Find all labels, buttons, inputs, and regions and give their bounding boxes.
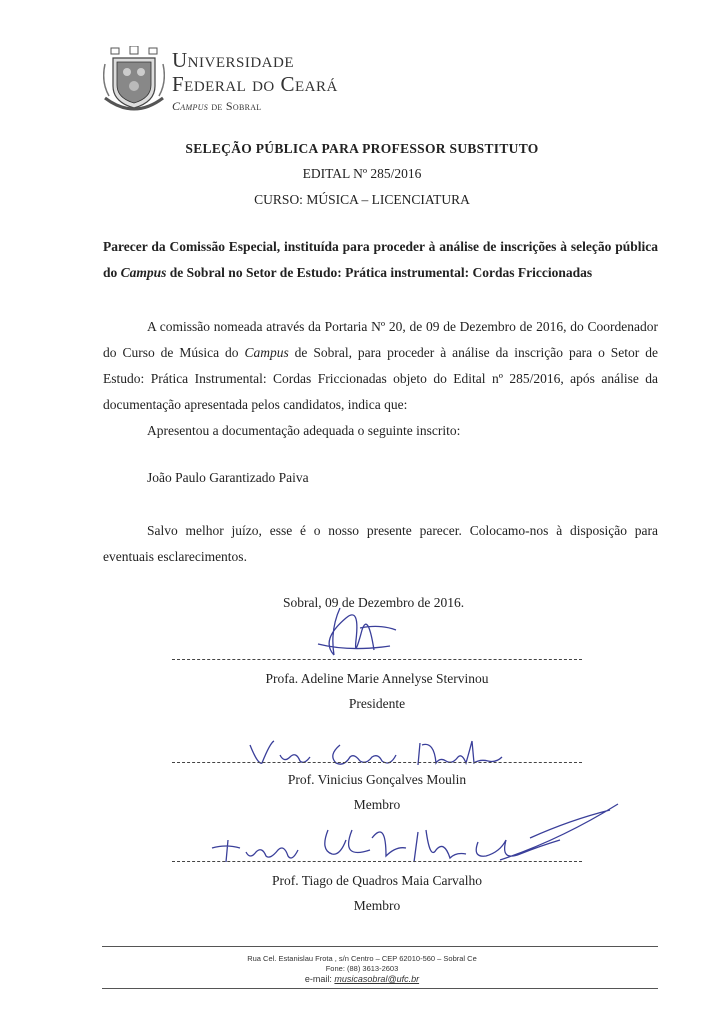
campus-name (172, 100, 338, 112)
para1-text-b: de Sobral, para proceder à análise da inscrição para o Setor de Estudo: Prática Instrumental: Cordas Friccionadas objeto do Edital nº 285/2016, após análise da documentação apresentada pelos candidatos, indica que: (103, 345, 658, 412)
body-paragraph-2 (103, 418, 658, 444)
footer-phone: Fone: (88) 3613-2603 (325, 964, 399, 973)
edital-number: EDITAL Nº 285/2016 (302, 166, 422, 181)
signatory-1-role: Presidente (348, 696, 406, 711)
opinion-heading (103, 234, 658, 286)
university-name-block (172, 50, 338, 112)
university-seal (103, 46, 165, 118)
candidate-name: João Paulo Garantizado Paiva (147, 470, 309, 485)
campus-word: Campus (172, 99, 209, 113)
university-name-line2: Federal do Ceará (172, 72, 338, 96)
campus-city: de Sobral (208, 99, 262, 113)
course-name: CURSO: MÚSICA – LICENCIATURA (254, 192, 470, 207)
signature-line-1 (172, 659, 582, 660)
place-date: Sobral, 09 de Dezembro de 2016. (283, 595, 465, 610)
para1-campus: Campus (244, 345, 289, 360)
signatory-3-role: Membro (353, 898, 401, 913)
signature-line-3 (172, 861, 582, 862)
opinion-heading-part2: de Sobral no Setor de Estudo: Prática instrumental: Cordas Friccionadas (166, 265, 593, 280)
footer-email-line (0, 974, 724, 984)
university-name-line1: Universidade (172, 48, 294, 72)
signatory-2-name: Prof. Vinicius Gonçalves Moulin (287, 772, 467, 787)
body-paragraph-1 (103, 314, 658, 418)
para3-text: Salvo melhor juízo, esse é o nosso presente parecer. Colocamo-nos à disposição para eventuais esclarecimentos. (103, 523, 658, 564)
para2-text: Apresentou a documentação adequada o seguinte inscrito: (147, 423, 461, 438)
selection-title: SELEÇÃO PÚBLICA PARA PROFESSOR SUBSTITUTO (185, 141, 539, 156)
para1-text-a: A comissão nomeada através da Portaria Nº 20, de 09 de Dezembro de 2016, do Coordenador do Curso de Música do (103, 319, 658, 360)
body-paragraph-3 (103, 518, 658, 570)
signatory-1-name: Profa. Adeline Marie Annelyse Stervinou (265, 671, 489, 686)
signatory-3-name: Prof. Tiago de Quadros Maia Carvalho (272, 873, 482, 888)
opinion-heading-campus: Campus (120, 265, 167, 280)
opinion-heading-part1: Parecer da Comissão Especial, instituída para proceder à análise de inscrições à seleção pública do (103, 239, 658, 280)
signature-line-2 (172, 762, 582, 763)
footer-email-label: e-mail: (304, 974, 335, 984)
signatory-2-role: Membro (353, 797, 401, 812)
signature-membro-2 (200, 790, 620, 870)
footer-email-link[interactable]: musicasobral@ufc.br (334, 974, 420, 984)
footer-bottom-rule (102, 988, 658, 989)
candidate-block (103, 465, 658, 491)
footer-address: Rua Cel. Estanislau Frota , s/n Centro – CEP 62010-560 – Sobral Ce (247, 954, 477, 963)
footer-top-rule (102, 946, 658, 947)
